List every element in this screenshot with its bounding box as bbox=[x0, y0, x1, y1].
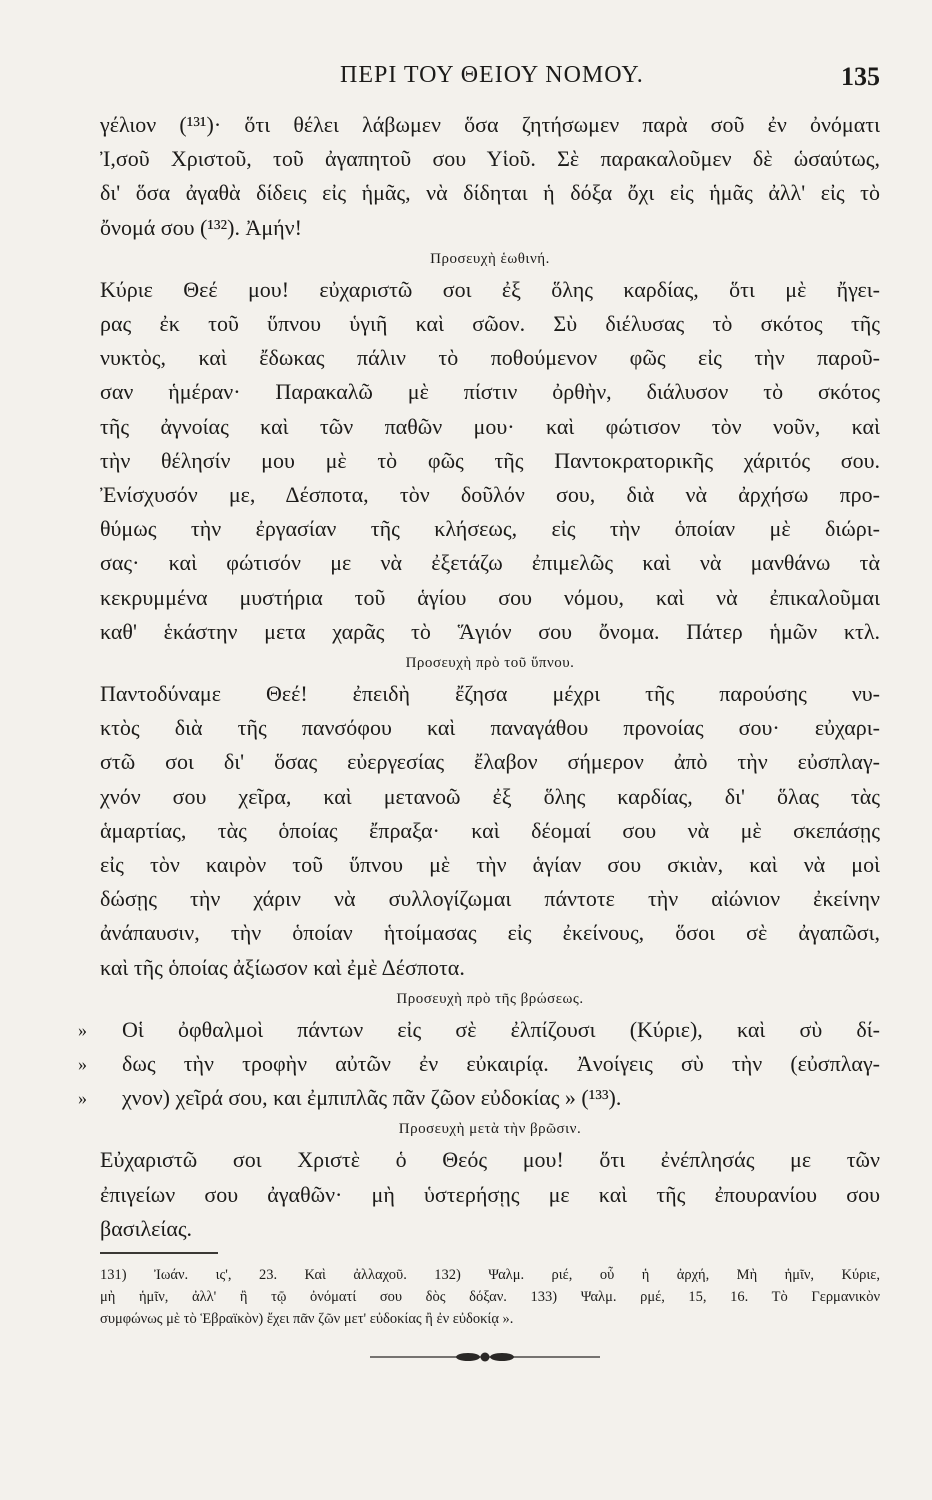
text-line: ρας ἐκ τοῦ ὕπνου ὑγιῆ καὶ σῶον. Σὺ διέλυσας τὸ σκότος τῆς bbox=[100, 311, 880, 337]
text-line: σαν ἡμέραν· Παρακαλῶ μὲ πίστιν ὀρθὴν, διάλυσον τὸ σκότος bbox=[100, 379, 880, 405]
quote-line bbox=[78, 1081, 880, 1115]
section-heading-morning-prayer: Προσευχὴ ἑωθινή. bbox=[430, 250, 550, 267]
text-line: Κύριε Θεέ μου! εὐχαριστῶ σοι ἐξ ὅλης καρδίας, ὅτι μὲ ἤγει- bbox=[100, 276, 880, 302]
page-body bbox=[78, 108, 880, 1330]
text-line: κεκρυμμένα μυστήρια τοῦ ἁγίου σου νόμου, καὶ νὰ ἐπικαλοῦμαι bbox=[100, 584, 880, 610]
quote-mark: » bbox=[78, 1019, 87, 1040]
section-heading-evening-prayer: Προσευχὴ πρὸ τοῦ ὕπνου. bbox=[405, 655, 575, 672]
text-line: θύμως τὴν ἐργασίαν τῆς κλήσεως, εἰς τὴν ὁποίαν μὲ διώρι- bbox=[100, 516, 880, 542]
quote-text: δως τὴν τροφὴν αὐτῶν ἐν εὐκαιρίᾳ. Ἀνοίγεις σὺ τὴν (εὐσπλαγ- bbox=[122, 1051, 880, 1077]
quote-text: Οἱ ὀφθαλμοὶ πάντων εἰς σὲ ἐλπίζουσι (Κύριε), καὶ σὺ δί- bbox=[122, 1016, 880, 1042]
text-line: Εὐχαριστῶ σοι Χριστὲ ὁ Θεός μου! ὅτι ἐνέπλησάς με τῶν bbox=[100, 1147, 880, 1173]
text-line: Ἰ,σοῦ Χριστοῦ, τοῦ ἀγαπητοῦ σου Υἱοῦ. Σὲ παρακαλοῦμεν δὲ ὡσαύτως, bbox=[100, 146, 880, 172]
text-line: στῶ σοι δι' ὅσας εὐεργεσίας ἔλαβον σήμερον ἀπὸ τὴν εὐσπλαγ- bbox=[100, 749, 880, 775]
quote-mark: » bbox=[78, 1088, 87, 1109]
footnote-line: μὴ ἡμῖν, ἀλλ' ἢ τῷ ὀνόματί σου δὸς δόξαν. 133) Ψαλμ. ρμέ, 15, 16. Τὸ Γερμανικὸν bbox=[100, 1289, 880, 1306]
text-line: τῆς ἀγνοίας καὶ τῶν παθῶν μου· καὶ φώτισον τὸν νοῦν, καὶ bbox=[100, 413, 880, 439]
page-number: 135 bbox=[841, 62, 880, 91]
running-title: ΠΕΡΙ ΤΟΥ ΘΕΙΟΥ ΝΟΜΟΥ. bbox=[340, 62, 644, 88]
text-line: χνόν σου χεῖρα, καὶ μετανοῶ ἐξ ὅλης καρδίας, δι' ὅλας τὰς bbox=[100, 783, 880, 809]
quote-line bbox=[78, 1013, 880, 1047]
section-heading-after-meal-prayer: Προσευχὴ μετὰ τὴν βρῶσιν. bbox=[398, 1121, 582, 1138]
footnote-line: 131) Ἰωάν. ις', 23. Καὶ ἀλλαχοῦ. 132) Ψαλμ. ριέ, οὗ ἡ ἀρχή, Μὴ ἡμῖν, Κύριε, bbox=[100, 1267, 880, 1284]
text-line: Ἐνίσχυσόν με, Δέσποτα, τὸν δοῦλόν σου, διὰ νὰ ἀρχήσω προ- bbox=[100, 482, 880, 508]
text-line: καὶ τῆς ὁποίας ἀξίωσον καὶ ἐμὲ Δέσποτα. bbox=[100, 954, 465, 980]
footnote-line: συμφώνως μὲ τὸ Ἑβραϊκὸν) ἔχει πᾶν ζῶν μετ' εὐδοκίας ἢ ἐν εὐδοκίᾳ ». bbox=[100, 1311, 514, 1328]
end-ornament bbox=[370, 1350, 600, 1364]
quote-line bbox=[78, 1047, 880, 1081]
ornament-center bbox=[481, 1353, 490, 1362]
text-line: δώσῃς τὴν χάριν νὰ συλλογίζωμαι πάντοτε τὴν αἰώνιον ἐκείνην bbox=[100, 886, 880, 912]
text-line: Παντοδύναμε Θεέ! ἐπειδὴ ἔζησα μέχρι τῆς παρούσης νυ- bbox=[100, 681, 880, 707]
section-heading-before-meal-prayer: Προσευχὴ πρὸ τῆς βρώσεως. bbox=[396, 990, 584, 1007]
text-line: εἰς τὸν καιρὸν τοῦ ὕπνου μὲ τὴν ἁγίαν σου σκιὰν, καὶ νὰ μοὶ bbox=[100, 852, 880, 878]
text-line: σας· καὶ φώτισόν με νὰ ἐξετάζω ἐπιμελῶς καὶ νὰ μανθάνω τὰ bbox=[100, 550, 880, 576]
page-header bbox=[100, 62, 880, 98]
ornament-left-lobe bbox=[456, 1353, 480, 1361]
footnote-rule bbox=[100, 1252, 218, 1254]
quote-text: χνον) χεῖρά σου, και ἐμπιπλᾶς πᾶν ζῶον εὐδοκίας » (¹³³). bbox=[122, 1085, 622, 1111]
quote-mark: » bbox=[78, 1054, 87, 1075]
text-line: ἀνάπαυσιν, τὴν ὁποίαν ἡτοίμασας εἰς ἐκείνους, ὅσοι σὲ ἀγαπῶσι, bbox=[100, 920, 880, 946]
text-line: κτὸς διὰ τῆς πανσόφου καὶ παναγάθου προνοίας σου· εὐχαρι- bbox=[100, 715, 880, 741]
text-line: ὄνομά σου (¹³²). Ἀμήν! bbox=[100, 214, 302, 240]
ornament-right-lobe bbox=[490, 1353, 514, 1361]
text-line: καθ' ἑκάστην μετα χαρᾶς τὸ Ἅγιόν σου ὄνομα. Πάτερ ἡμῶν κτλ. bbox=[100, 618, 880, 644]
text-line: τὴν θέλησίν μου μὲ τὸ φῶς τῆς Παντοκρατορικῆς χάριτός σου. bbox=[100, 447, 880, 473]
text-line: νυκτὸς, καὶ ἔδωκας πάλιν τὸ ποθούμενον φῶς εἰς τὴν παροῦ- bbox=[100, 345, 880, 371]
text-line: δι' ὅσα ἀγαθὰ δίδεις εἰς ἡμᾶς, νὰ δίδηται ἡ δόξα ὄχι εἰς ἡμᾶς ἀλλ' εἰς τὸ bbox=[100, 180, 880, 206]
text-line: βασιλείας. bbox=[100, 1215, 193, 1241]
text-line: ἁμαρτίας, τὰς ὁποίας ἔπραξα· καὶ δέομαί σου νὰ μὲ σκεπάσῃς bbox=[100, 817, 880, 843]
text-line: ἐπιγείων σου ἀγαθῶν· μὴ ὑστερήσῃς με καὶ τῆς ἐπουρανίου σου bbox=[100, 1181, 880, 1207]
text-line: γέλιον (¹³¹)· ὅτι θέλει λάβωμεν ὅσα ζητήσωμεν παρὰ σοῦ ἐν ὀνόματι bbox=[100, 112, 880, 137]
